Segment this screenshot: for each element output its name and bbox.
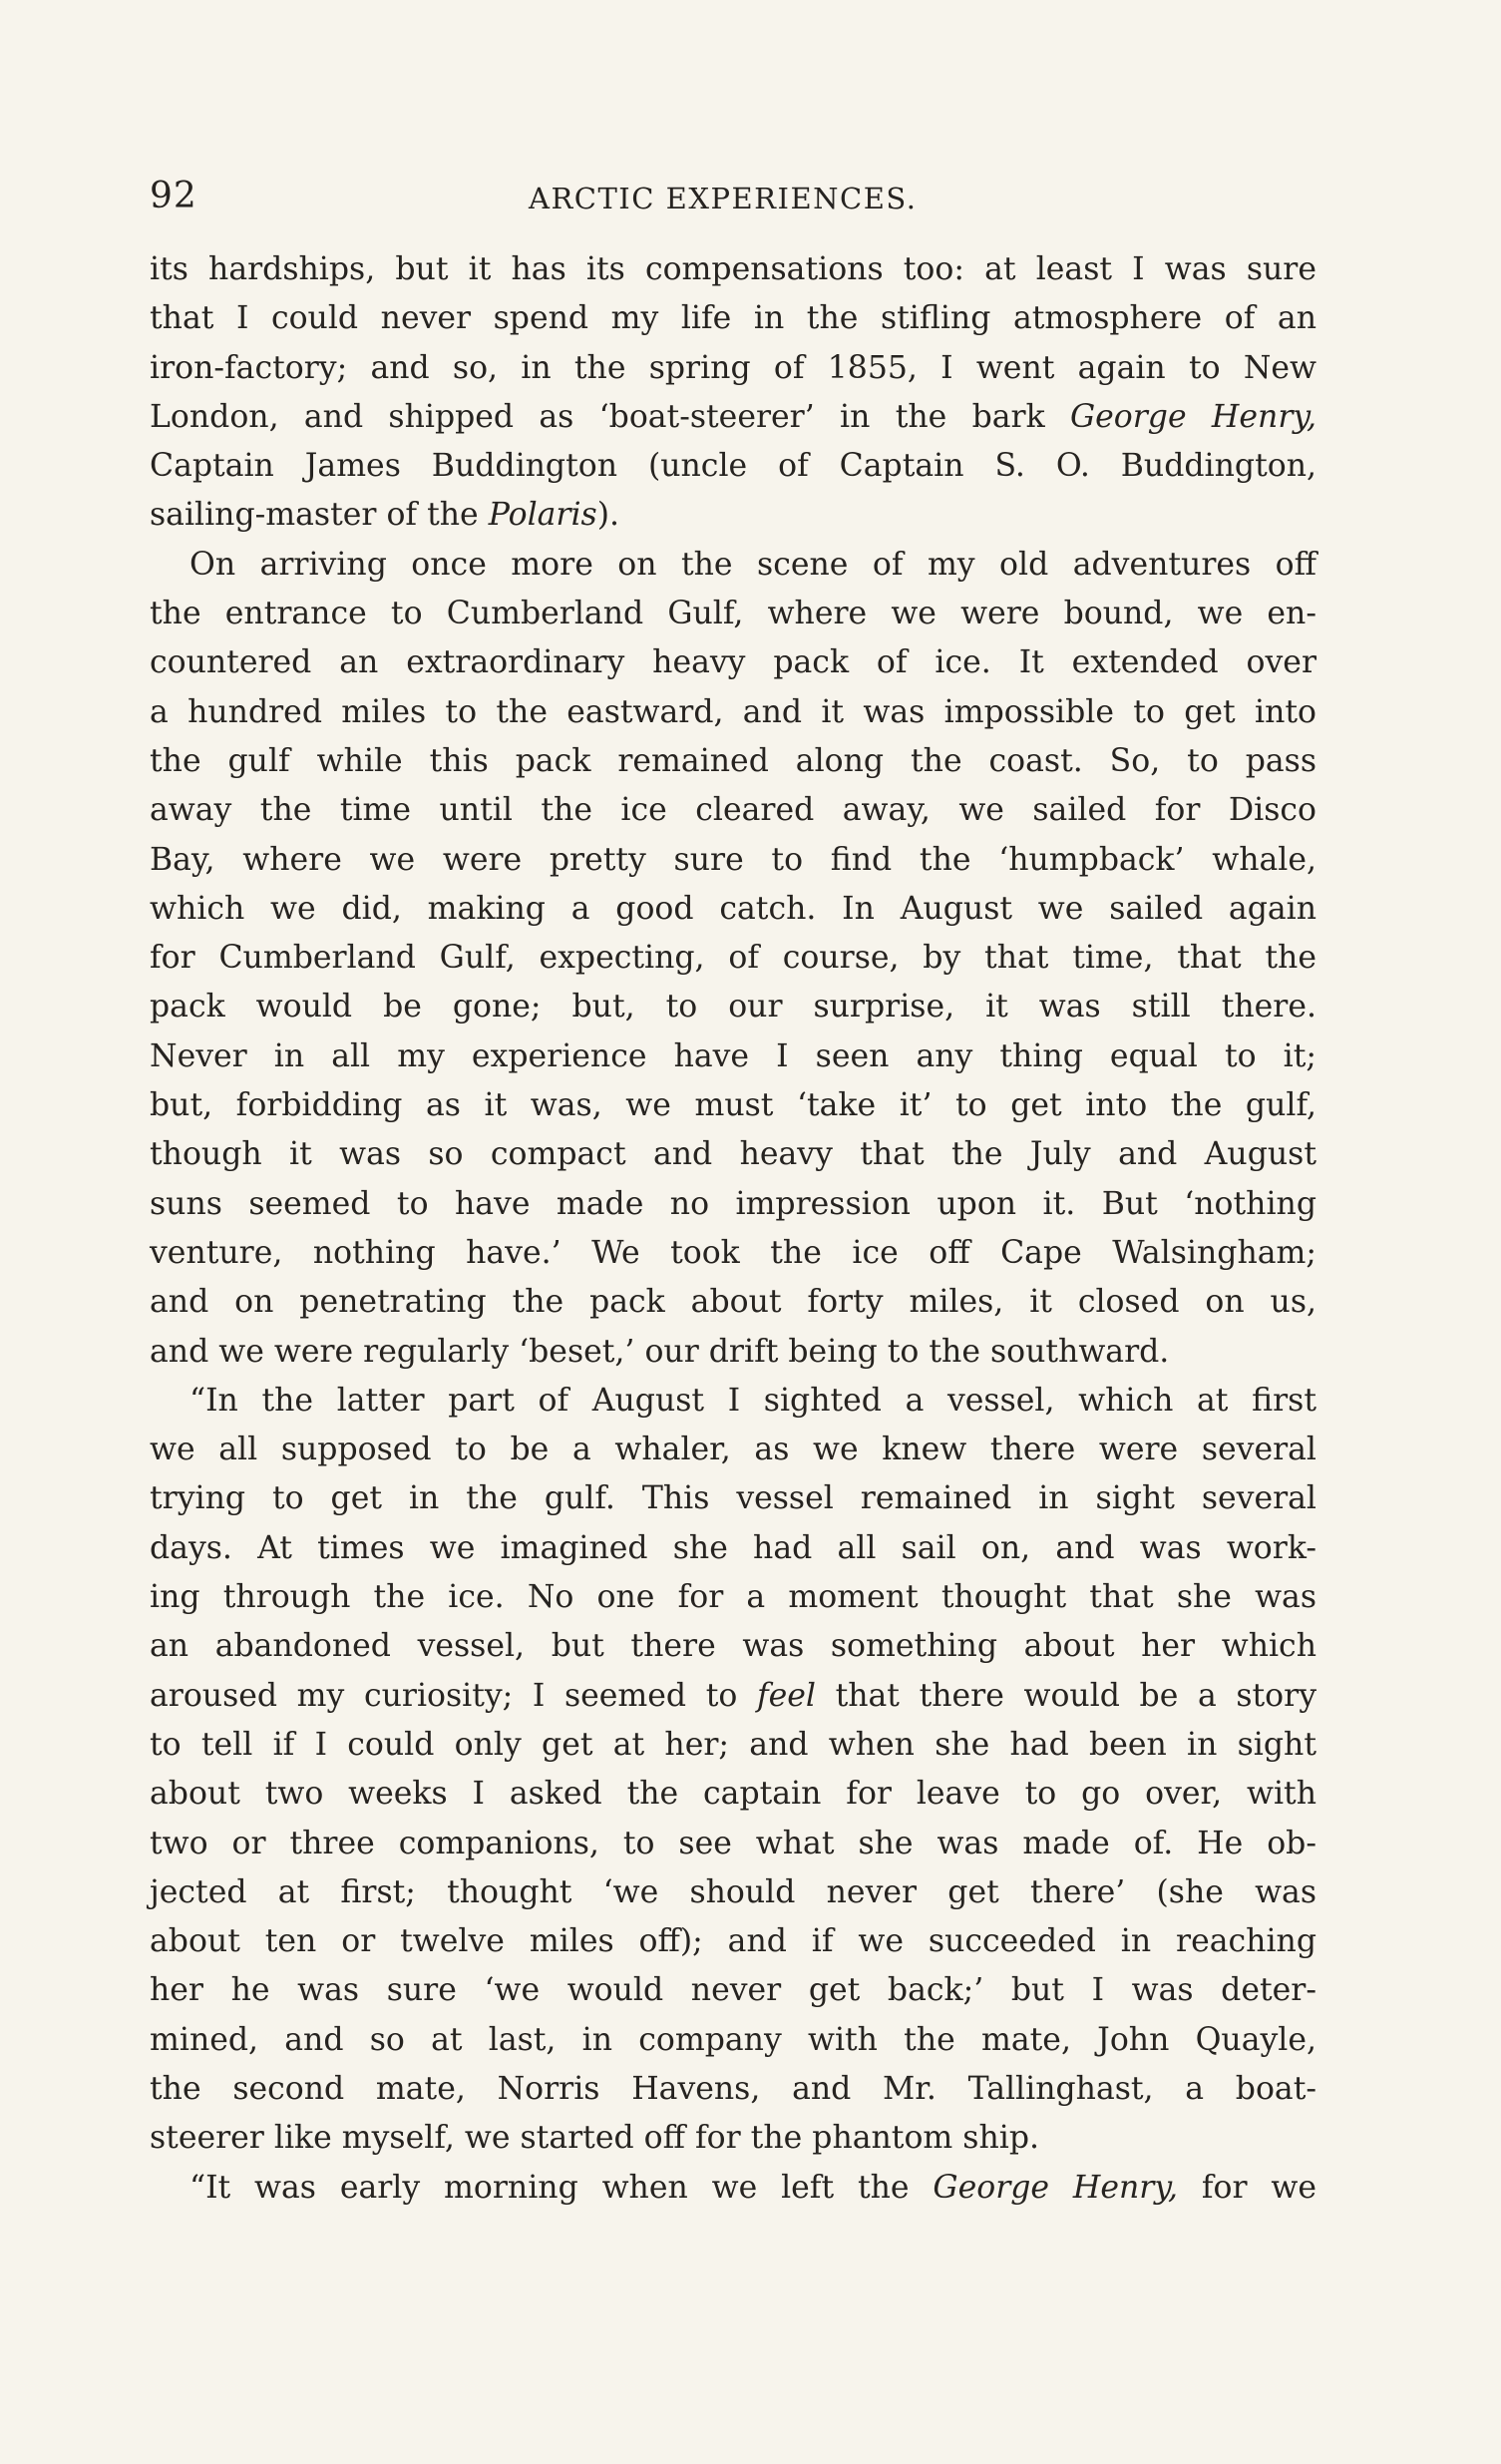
text-line: a hundred miles to the eastward, and it was impossible to get into <box>150 693 1316 730</box>
text-line: its hardships, but it has its compensations too: at least I was sure <box>150 251 1316 287</box>
text-line: to tell if I could only get at her; and when she had been in sight <box>150 1726 1316 1763</box>
text-line: the entrance to Cumberland Gulf, where we were bound, we en- <box>150 596 1316 632</box>
text-line: sailing-master of the Polaris). <box>150 497 620 534</box>
text-line: trying to get in the gulf. This vessel remained in sight several <box>150 1480 1316 1517</box>
text-line: jected at first; thought ‘we should never get there’ (she was <box>150 1873 1316 1910</box>
text-line: about ten or twelve miles off); and if we succeeded in reaching <box>150 1923 1316 1960</box>
text-line: On arriving once more on the scene of my old adventures off <box>189 546 1316 583</box>
text-line: aroused my curiosity; I seemed to feel that there would be a story <box>150 1677 1317 1714</box>
ship-name: George Henry, <box>933 2169 1178 2206</box>
text-line: two or three companions, to see what she was made of. He ob- <box>150 1825 1316 1861</box>
text-line: and we were regularly ‘beset,’ our drift being to the southward. <box>150 1333 1170 1370</box>
text-line: “In the latter part of August I sighted a vessel, which at first <box>189 1382 1316 1419</box>
text-line: for Cumberland Gulf, expecting, of course, by that time, that the <box>150 940 1316 977</box>
text-line: that I could never spend my life in the stifling atmosphere of an <box>150 300 1316 337</box>
text-line: though it was so compact and heavy that the July and August <box>150 1136 1316 1173</box>
text-line: steerer like myself, we started off for the phantom ship. <box>150 2120 1040 2157</box>
text-line: countered an extraordinary heavy pack of ice. It extended over <box>150 644 1316 681</box>
running-head: ARCTIC EXPERIENCES. <box>529 182 918 215</box>
ship-name: Polaris <box>488 497 597 534</box>
text-line: “It was early morning when we left the George Henry, for we <box>189 2169 1316 2206</box>
text-line: the gulf while this pack remained along the coast. So, to pass <box>150 742 1316 779</box>
text-line: days. At times we imagined she had all sail on, and was work- <box>150 1529 1316 1566</box>
text-line: pack would be gone; but, to our surprise, it was still there. <box>150 989 1316 1026</box>
text-line: which we did, making a good catch. In August we sailed again <box>150 890 1316 927</box>
text-line: suns seemed to have made no impression upon it. But ‘nothing <box>150 1185 1316 1222</box>
emphasis: feel <box>756 1677 816 1714</box>
body-text <box>150 245 1316 2213</box>
ship-name: George Henry, <box>1069 398 1316 435</box>
text-line: venture, nothing have.’ We took the ice off Cape Walsingham; <box>150 1234 1316 1271</box>
text-line: an abandoned vessel, but there was something about her which <box>150 1628 1316 1665</box>
text-line: we all supposed to be a whaler, as we knew there were several <box>150 1432 1316 1468</box>
text-line: ing through the ice. No one for a moment thought that she was <box>150 1579 1316 1616</box>
text-line: and on penetrating the pack about forty miles, it closed on us, <box>150 1284 1316 1321</box>
text-line: Captain James Buddington (uncle of Captain S. O. Buddington, <box>150 448 1316 485</box>
text-line: the second mate, Norris Havens, and Mr. Tallinghast, a boat- <box>150 2070 1316 2107</box>
text-line: mined, and so at last, in company with the mate, John Quayle, <box>150 2021 1316 2058</box>
text-line: about two weeks I asked the captain for leave to go over, with <box>150 1776 1316 1813</box>
text-line: but, forbidding as it was, we must ‘take it’ to get into the gulf, <box>150 1087 1316 1124</box>
text-line: Never in all my experience have I seen any thing equal to it; <box>150 1037 1316 1074</box>
text-line: her he was sure ‘we would never get back;’ but I was deter- <box>150 1972 1316 2009</box>
text-line: iron-factory; and so, in the spring of 1855, I went again to New <box>150 349 1316 386</box>
text-line: London, and shipped as ‘boat-steerer’ in the bark George Henry, <box>150 398 1316 435</box>
text-line: away the time until the ice cleared away, we sailed for Disco <box>150 792 1316 829</box>
page-number: 92 <box>150 176 197 216</box>
page-header <box>150 172 1316 221</box>
text-line: Bay, where we were pretty sure to find the ‘humpback’ whale, <box>150 841 1316 878</box>
